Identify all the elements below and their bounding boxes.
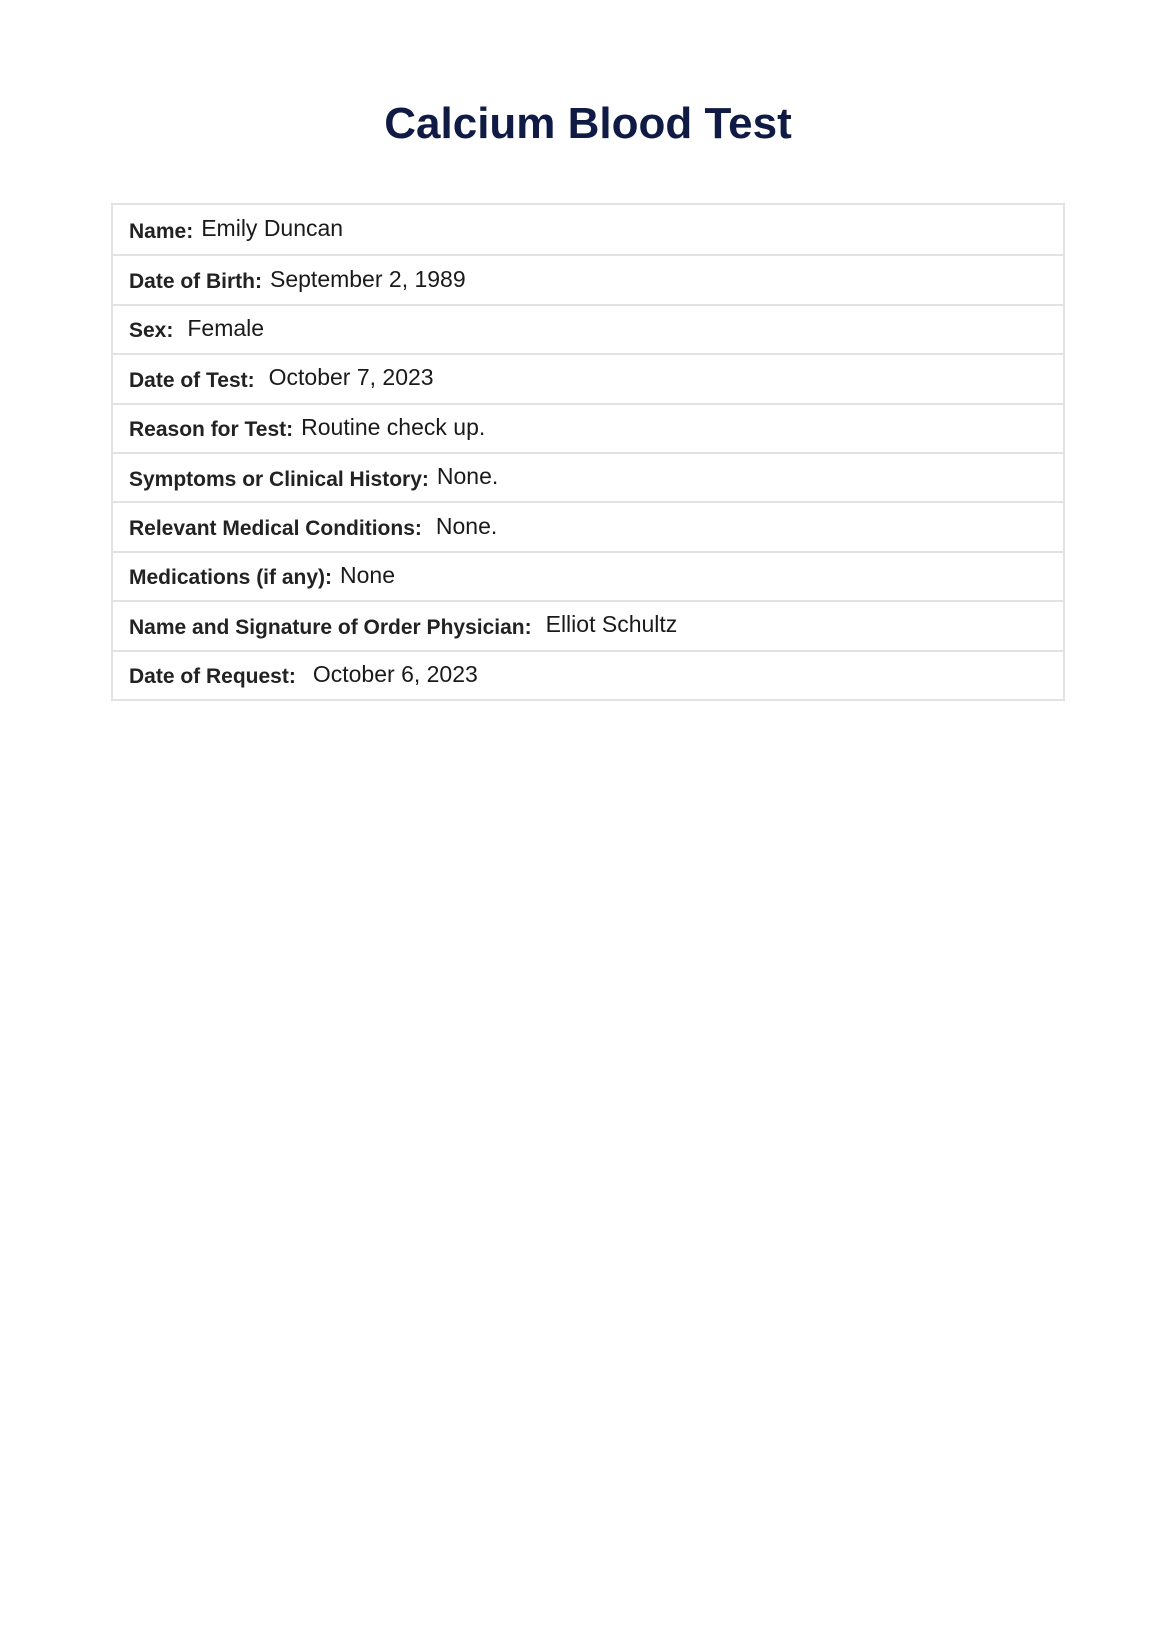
field-value-medical-conditions: None. [435,512,498,539]
field-label-date-of-test: Date of Test: [129,368,255,392]
field-label-date-of-birth: Date of Birth: [129,270,262,294]
field-row-symptoms [113,452,1063,501]
field-row-date-of-request [113,650,1063,699]
field-label-medical-conditions: Relevant Medical Conditions: [129,517,422,541]
field-row-name [113,205,1063,254]
field-row-order-physician [113,600,1063,649]
field-value-reason-for-test: Routine check up. [301,413,486,440]
field-row-medications [113,551,1063,600]
field-row-date-of-test [113,353,1063,402]
field-value-medications: None [340,561,396,588]
field-label-name: Name: [129,219,194,243]
field-row-medical-conditions [113,501,1063,550]
field-label-order-physician: Name and Signature of Order Physician: [129,615,532,639]
field-label-reason-for-test: Reason for Test: [129,418,294,442]
page-title: Calcium Blood Test [384,99,792,148]
field-value-order-physician: Elliot Schultz [545,611,678,638]
field-value-sex: Female [187,314,265,341]
field-value-date-of-request: October 6, 2023 [312,660,478,687]
field-row-date-of-birth [113,254,1063,303]
field-value-date-of-birth: September 2, 1989 [270,265,466,292]
field-row-sex [113,304,1063,353]
field-value-symptoms: None. [436,463,499,490]
field-value-date-of-test: October 7, 2023 [268,364,434,391]
field-label-medications: Medications (if any): [129,566,333,590]
field-label-symptoms: Symptoms or Clinical History: [129,467,429,491]
field-row-reason-for-test [113,403,1063,452]
patient-info-table [111,203,1065,701]
field-value-name: Emily Duncan [201,215,344,242]
field-label-date-of-request: Date of Request: [129,665,296,689]
field-label-sex: Sex: [129,319,174,343]
